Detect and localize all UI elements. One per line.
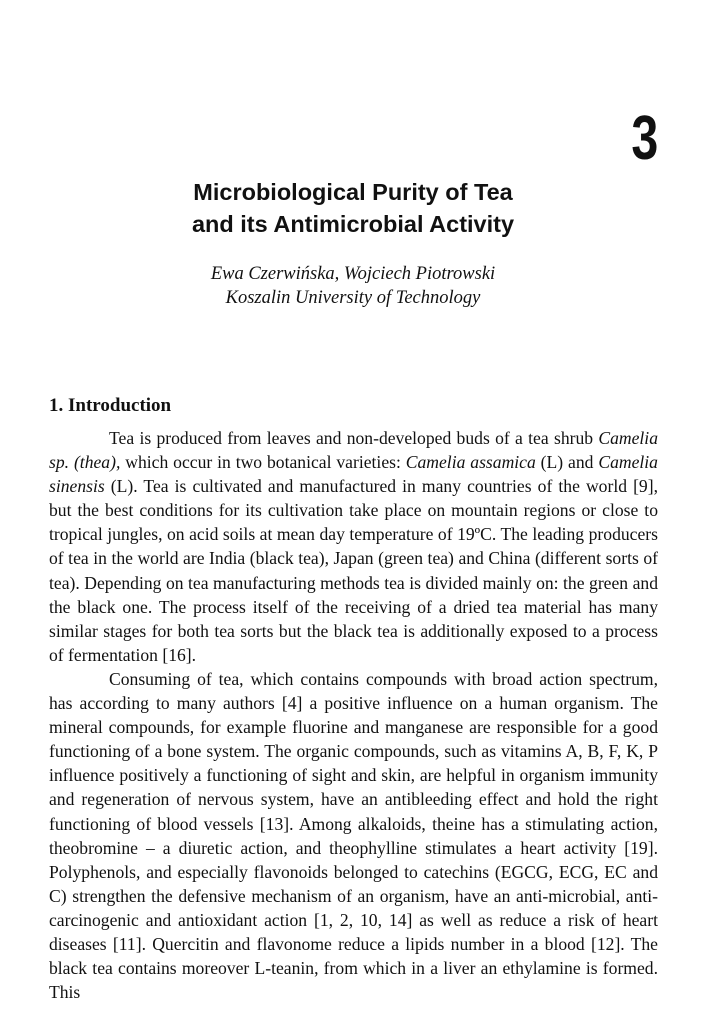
paragraph-1-text-a: Tea is produced from leaves and non-developed buds of a tea shrub <box>109 428 599 448</box>
author-names: Ewa Czerwińska, Wojciech Piotrowski <box>210 264 496 284</box>
species-name-camelia-sp: Camelia sp. (thea), <box>49 428 658 473</box>
paragraph-1-text-g: (L). Tea is cultivated and manufactured in many countries of the world [9], but the best conditions for its cultivation take place on mountain regions or close to tropical jungles, on acid soils at mean day temperature of 19ºC. The leading producers of tea in the world are India (black tea), Japan (green tea) and China (different sorts of tea). Depending on tea manufacturing methods tea is divided mainly on: the green and the black one. The process itself of the receiving of a dried tea material has many similar stages for both tea sorts but the black tea is additionally exposed to a process of fermentation [16]. <box>49 476 658 665</box>
chapter-title <box>0 176 706 240</box>
author-block <box>0 262 706 310</box>
chapter-title-line-2: and its Antimicrobial Activity <box>191 211 515 237</box>
author-affiliation: Koszalin University of Technology <box>225 288 481 308</box>
species-name-camelia-sinensis: Camelia sinensis <box>49 452 658 497</box>
paragraph-1-text-e: (L) and <box>535 452 599 473</box>
paragraph-1-text-c: which occur in two botanical varieties: <box>120 452 406 473</box>
paragraph-1 <box>49 426 658 667</box>
body-text <box>49 426 658 1004</box>
chapter-number: 3 <box>630 104 657 173</box>
section-heading: 1. Introduction <box>49 395 172 416</box>
chapter-title-line-1: Microbiological Purity of Tea <box>193 179 513 205</box>
species-name-camelia-assamica: Camelia assamica <box>405 452 536 473</box>
paragraph-2: Consuming of tea, which contains compounds with broad action spectrum, has according to many authors [4] a positive influence on a human organism. The mineral compounds, for example fluorine and manganese are responsible for a good functioning of a bone system. The organic compounds, such as vitamins A, B, F, K, P influence positively a functioning of sight and skin, are helpful in organism immunity and regeneration of nervous system, have an antibleeding effect and hold the right functioning of blood vessels [13]. Among alkaloids, theine has a stimulating action, theobromine – a diuretic action, and theophylline stimulates a heart activity [19]. Polyphenols, and especially flavonoids belonged to catechins (EGCG, ECG, EC and C) strengthen the defensive mechanism of an organism, have an anti-microbial, anti-carcinogenic and antioxidant action [1, 2, 10, 14] as well as reduce a risk of heart diseases [11]. Quercitin and flavonome reduce a lipids number in a blood [12]. The black tea contains moreover L-teanin, from which in a liver an ethylamine is formed. This <box>49 668 658 1003</box>
